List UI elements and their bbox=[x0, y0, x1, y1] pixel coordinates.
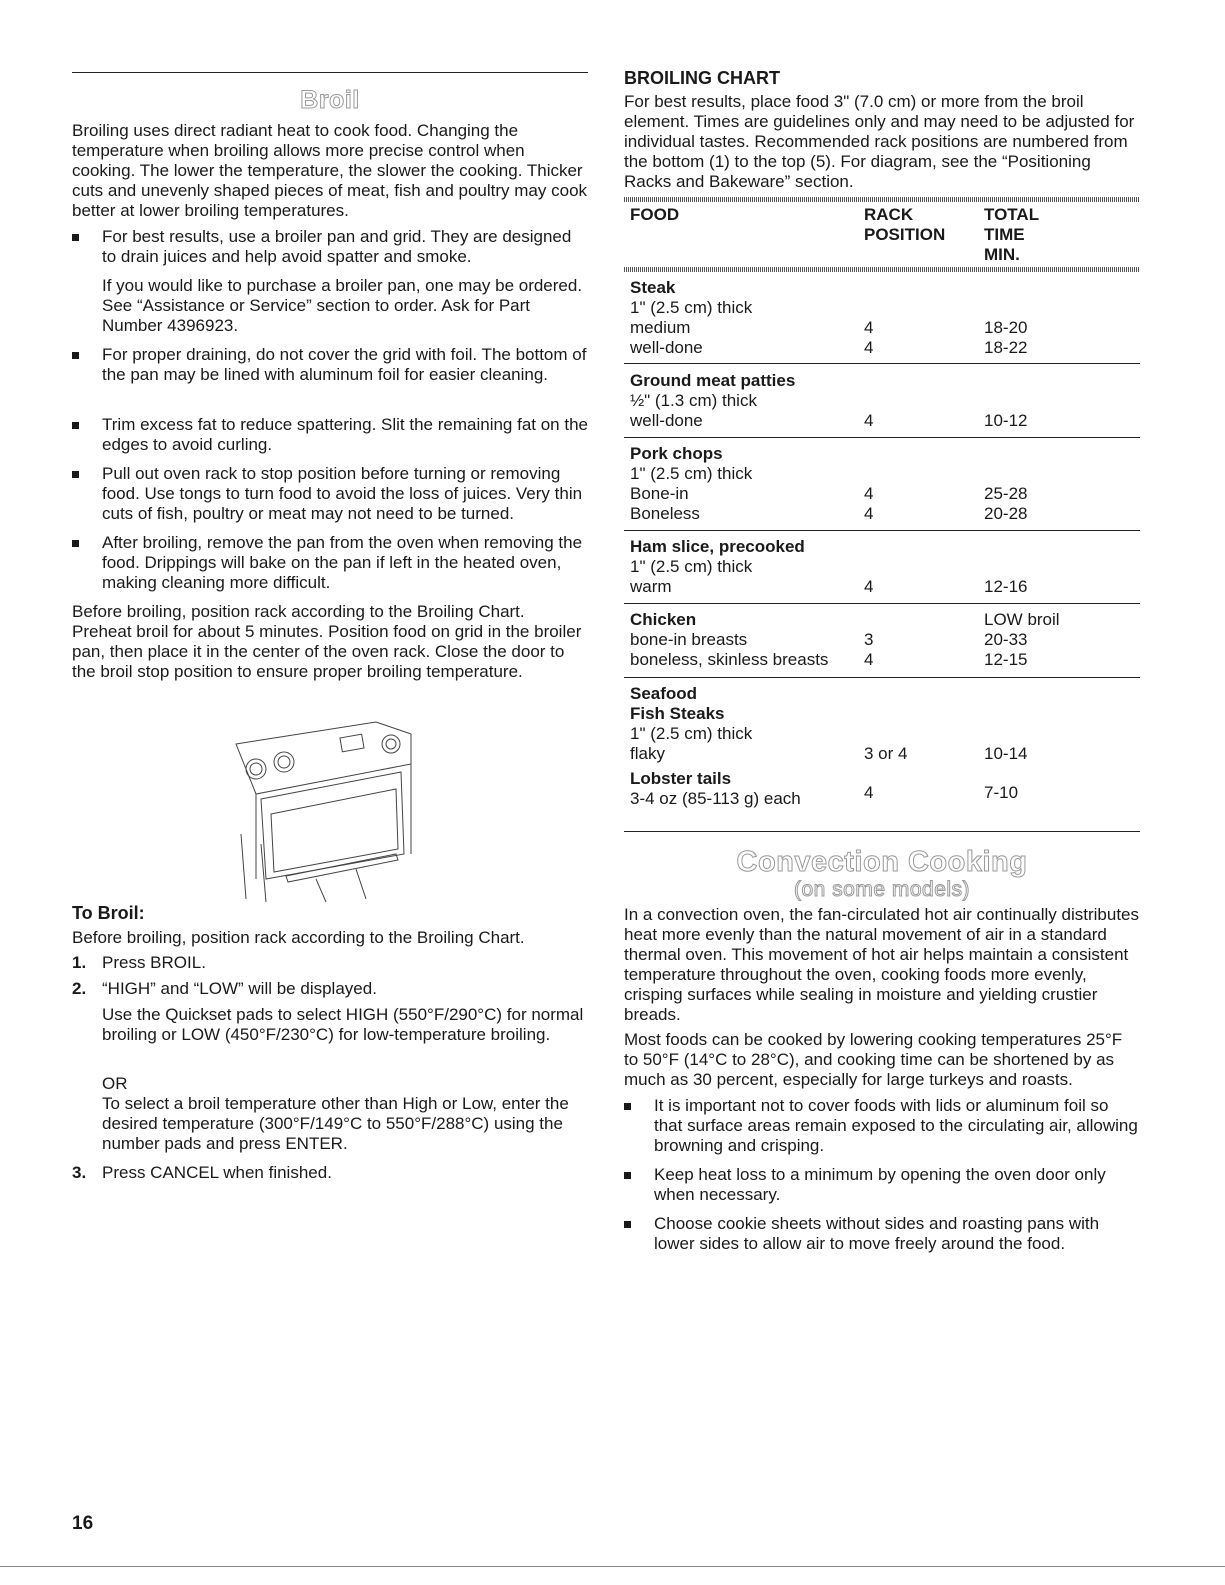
broil-bullet-1: For best results, use a broiler pan and grid. They are designed to drain juices and help avoid spatter and smoke. bbox=[72, 227, 588, 267]
broil-bullet-1-extra: If you would like to purchase a broiler pan, one may be ordered. See “Assistance or Service” section to order. Ask for Part Number 4396923. bbox=[102, 276, 583, 335]
convection-bullet-3: Choose cookie sheets without sides and roasting pans with lower sides to allow air to move freely around the food. bbox=[624, 1214, 1140, 1254]
row-divider bbox=[624, 677, 1140, 678]
broil-intro: Broiling uses direct radiant heat to cook food. Changing the temperature when broiling allows more precise control when cooking. The lower the temperature, the slower the cooking. Thicker cuts and unevenly shaped pieces of meat, fish and poultry may cook better at lower broiling temperatures. bbox=[72, 121, 588, 220]
bullet-square-icon bbox=[72, 471, 79, 478]
step-2-alt: To select a broil temperature other than High or Low, enter the desired temperature (300°F/149°C to 550°F/288°C) using the number pads and press ENTER. bbox=[102, 1094, 569, 1153]
to-broil-heading: To Broil: bbox=[72, 903, 145, 923]
to-broil-intro: Before broiling, position rack according to the Broiling Chart. bbox=[72, 928, 525, 947]
broil-bullet-2: For proper draining, do not cover the grid with foil. The bottom of the pan may be lined with aluminum foil for easier cleaning. bbox=[72, 345, 588, 385]
step-2: 2. “HIGH” and “LOW” will be displayed. bbox=[72, 979, 377, 998]
row-divider bbox=[624, 437, 1140, 438]
col-food-header: FOOD bbox=[630, 205, 680, 224]
step-2-detail: Use the Quickset pads to select HIGH (550°F/290°C) for normal broiling or LOW (450°F/230°C) for low-temperature broiling. bbox=[102, 1005, 584, 1044]
convection-p2: Most foods can be cooked by lowering cooking temperatures 25°F to 50°F (14°C to 28°C), and cooking time can be shortened by as much as 30 percent, especially for large turkeys and roasts. bbox=[624, 1030, 1123, 1089]
row-divider bbox=[624, 530, 1140, 531]
top-rule-left bbox=[72, 72, 588, 73]
oven-illustration bbox=[226, 704, 426, 904]
convection-p1: In a convection oven, the fan-circulated hot air continually distributes heat more evenly than the natural movement of air in a standard thermal oven. This movement of hot air helps maintain a consistent temperature throughout the oven, cooking foods more evenly, crisping surfaces while sealing in moisture and yielding crustier breads. bbox=[624, 905, 1140, 1024]
bullet-square-icon bbox=[72, 422, 79, 429]
bullet-square-icon bbox=[72, 540, 79, 547]
broil-before-text: Before broiling, position rack according to the Broiling Chart. Preheat broil for about 5 minutes. Position food on grid in the broiler pan, then place it in the center of the oven rack. Close the door to the broil stop position to ensure proper broiling temperature. bbox=[72, 602, 582, 681]
broil-bullet-4: Pull out oven rack to stop position before turning or removing food. Use tongs to turn food to avoid the loss of juices. Very thin cuts of fish, poultry or meat may not need to be turned. bbox=[72, 464, 588, 524]
row-divider bbox=[624, 603, 1140, 604]
step-3: 3. Press CANCEL when finished. bbox=[72, 1163, 332, 1182]
bullet-square-icon bbox=[624, 1221, 631, 1228]
convection-subtitle: (on some models) bbox=[793, 878, 971, 901]
bullet-square-icon bbox=[72, 352, 79, 359]
broiling-chart-intro: For best results, place food 3" (7.0 cm) or more from the broil element. Times are guidelines only and may need to be adjusted for individual tastes. Recommended rack positions are numbered from the bottom (1) to the top (5). For diagram, see the “Positioning Racks and Bakeware” section. bbox=[624, 92, 1135, 191]
page-number: 16 bbox=[72, 1513, 94, 1534]
bullet-square-icon bbox=[72, 234, 79, 241]
bullet-square-icon bbox=[624, 1172, 631, 1179]
broiling-chart-heading: BROILING CHART bbox=[624, 68, 780, 88]
chart-header-rule bbox=[624, 267, 1140, 272]
convection-bullet-2: Keep heat loss to a minimum by opening the oven door only when necessary. bbox=[624, 1165, 1140, 1205]
row-divider bbox=[624, 363, 1140, 364]
broil-title: Broil bbox=[300, 86, 360, 114]
chart-bottom-rule bbox=[624, 831, 1140, 832]
broil-bullet-5: After broiling, remove the pan from the oven when removing the food. Drippings will bake on the pan if left in the heated oven, making cleaning more difficult. bbox=[72, 533, 588, 593]
col-time-header: TOTAL TIME MIN. bbox=[984, 205, 1040, 264]
col-rack-header: RACK POSITION bbox=[864, 205, 946, 244]
broil-bullet-3: Trim excess fat to reduce spattering. Slit the remaining fat on the edges to avoid curling. bbox=[72, 415, 588, 455]
bottom-rule bbox=[0, 1566, 1225, 1567]
step-1: 1. Press BROIL. bbox=[72, 953, 206, 972]
chart-top-rule bbox=[624, 197, 1140, 202]
bullet-square-icon bbox=[624, 1103, 631, 1110]
convection-bullet-1: It is important not to cover foods with lids or aluminum foil so that surface areas remain exposed to the circulating air, allowing browning and crisping. bbox=[624, 1096, 1140, 1156]
step-2-or: OR bbox=[102, 1074, 128, 1093]
convection-title: Convection Cooking bbox=[736, 846, 1028, 878]
